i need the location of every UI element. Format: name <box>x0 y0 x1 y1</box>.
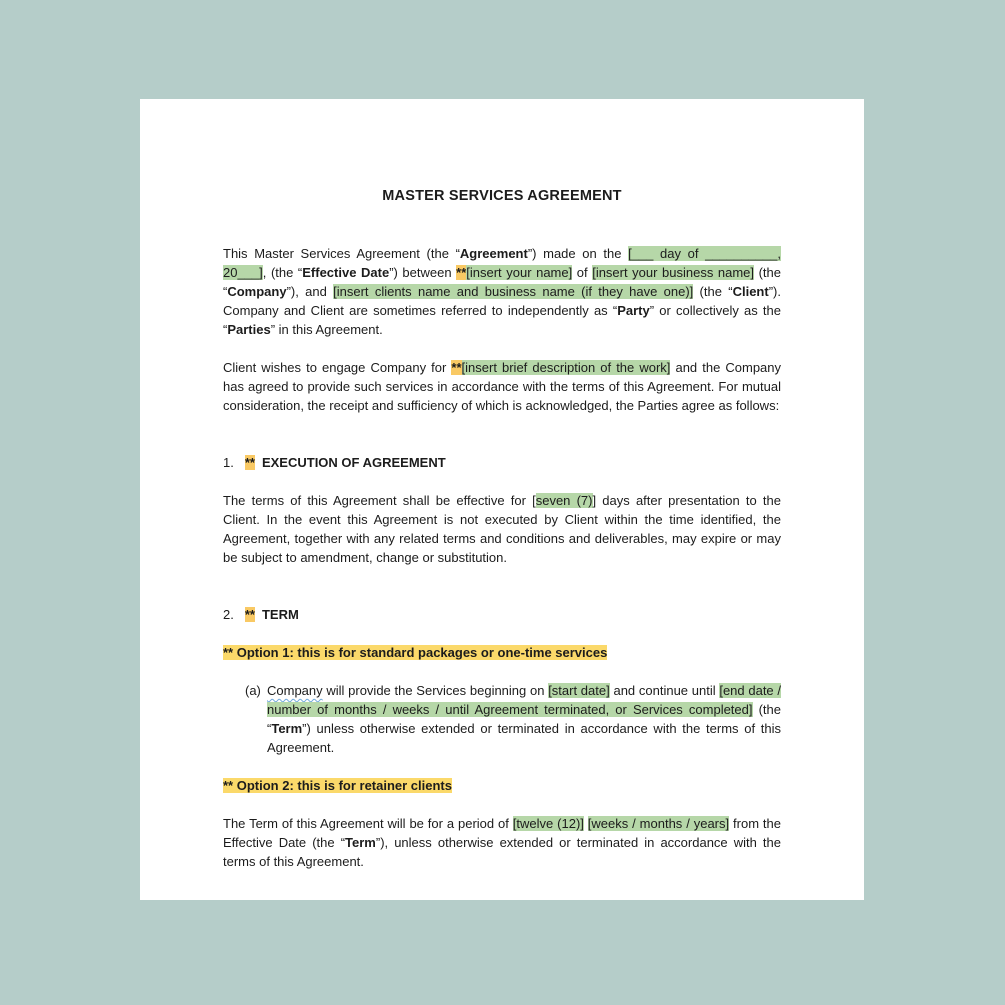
section-1-number: 1. <box>223 455 234 470</box>
text-segment: of <box>572 265 593 280</box>
section-1-title: EXECUTION OF AGREEMENT <box>261 455 446 470</box>
text-segment: Agreement <box>459 246 528 261</box>
document-title: MASTER SERVICES AGREEMENT <box>382 188 622 204</box>
text-segment: will provide the Services beginning on <box>322 683 549 698</box>
text-segment: ”) unless otherwise extended or terminated in accordance with the terms of this Agreement. <box>267 721 781 755</box>
text-segment: Effective Date <box>302 265 390 280</box>
section-1-body <box>223 491 781 567</box>
text-segment: ”). Company and Client are sometimes referred to independently as “ <box>223 284 781 318</box>
text-segment: ”) made on the <box>527 246 629 261</box>
text-segment: [insert clients name and business name (if they have one)] <box>333 284 694 299</box>
text-segment: (the “ <box>693 284 733 299</box>
text-segment: and continue until <box>609 683 720 698</box>
section-2-number: 2. <box>223 607 234 622</box>
text-segment: and the Company has agreed to provide such services in accordance with the terms of this Agreement. For mutual consideration, the receipt and sufficiency of which is acknowledged, the Parties agree as follows: <box>223 360 782 413</box>
text-segment: This Master Services Agreement (the “ <box>223 246 460 261</box>
section-2-title: TERM <box>261 607 299 622</box>
review-marker-icon: ** <box>244 455 255 470</box>
review-marker-icon: ** <box>244 607 255 622</box>
text-segment: [twelve (12)] <box>512 816 584 831</box>
text-segment: (the “ <box>267 702 782 736</box>
text-segment: [end date / number of months / weeks / until Agreement terminated, or Services completed] <box>267 683 781 717</box>
text-segment: Term <box>345 835 376 850</box>
text-segment: ”), and <box>286 284 334 299</box>
text-segment: Client wishes to engage Company for <box>223 360 452 375</box>
section-2-heading <box>223 605 781 624</box>
clause-a-text <box>267 683 781 755</box>
text-segment: [insert your business name] <box>592 265 755 280</box>
text-segment: Company <box>267 683 323 698</box>
text-segment: [start date] <box>548 683 610 698</box>
text-segment: , (the “ <box>262 265 303 280</box>
text-segment: Parties <box>227 322 271 337</box>
option-1-callout <box>223 643 781 662</box>
text-segment: ” in this Agreement. <box>270 322 383 337</box>
document-page <box>140 99 864 900</box>
text-segment: (the “ <box>223 265 781 299</box>
engagement-paragraph <box>223 358 781 415</box>
text-segment: Term <box>271 721 303 736</box>
intro-paragraph <box>223 244 781 339</box>
text-segment: from the Effective Date (the “ <box>223 816 781 850</box>
option-2-callout <box>223 776 781 795</box>
text-segment: ** <box>451 360 462 375</box>
clause-a <box>223 681 781 757</box>
text-segment: [___ day of __________, 20___] <box>223 246 781 280</box>
text-segment: The terms of this Agreement shall be effective for [ <box>223 493 536 508</box>
text-segment: ** <box>456 265 467 280</box>
text-segment: Client <box>732 284 769 299</box>
text-segment: ”) between <box>389 265 457 280</box>
text-segment: The Term of this Agreement will be for a period of <box>223 816 513 831</box>
text-segment: ] days after presentation to the Client. In the event this Agreement is not executed by Client within the time identified, the Agreement, together with any related terms and conditions and deliverables, may expire or may be subject to amendment, change or substitution. <box>223 493 781 565</box>
text-segment: ”), unless otherwise extended or terminated in accordance with the terms of this Agreement. <box>223 835 781 869</box>
retainer-paragraph <box>223 814 781 871</box>
text-segment: seven (7) <box>535 493 593 508</box>
text-segment: Company <box>227 284 287 299</box>
text-segment: ** Option 1: this is for standard packages or one-time services <box>223 645 608 660</box>
text-segment: ” or collectively as the “ <box>223 303 781 337</box>
clause-a-marker: (a) <box>245 683 261 698</box>
text-segment: [insert brief description of the work] <box>461 360 671 375</box>
section-1-heading <box>223 453 781 472</box>
text-segment: ** Option 2: this is for retainer clients <box>223 778 452 793</box>
text-segment: [insert your name] <box>466 265 573 280</box>
text-segment: [weeks / months / years] <box>587 816 730 831</box>
text-segment: Party <box>617 303 650 318</box>
